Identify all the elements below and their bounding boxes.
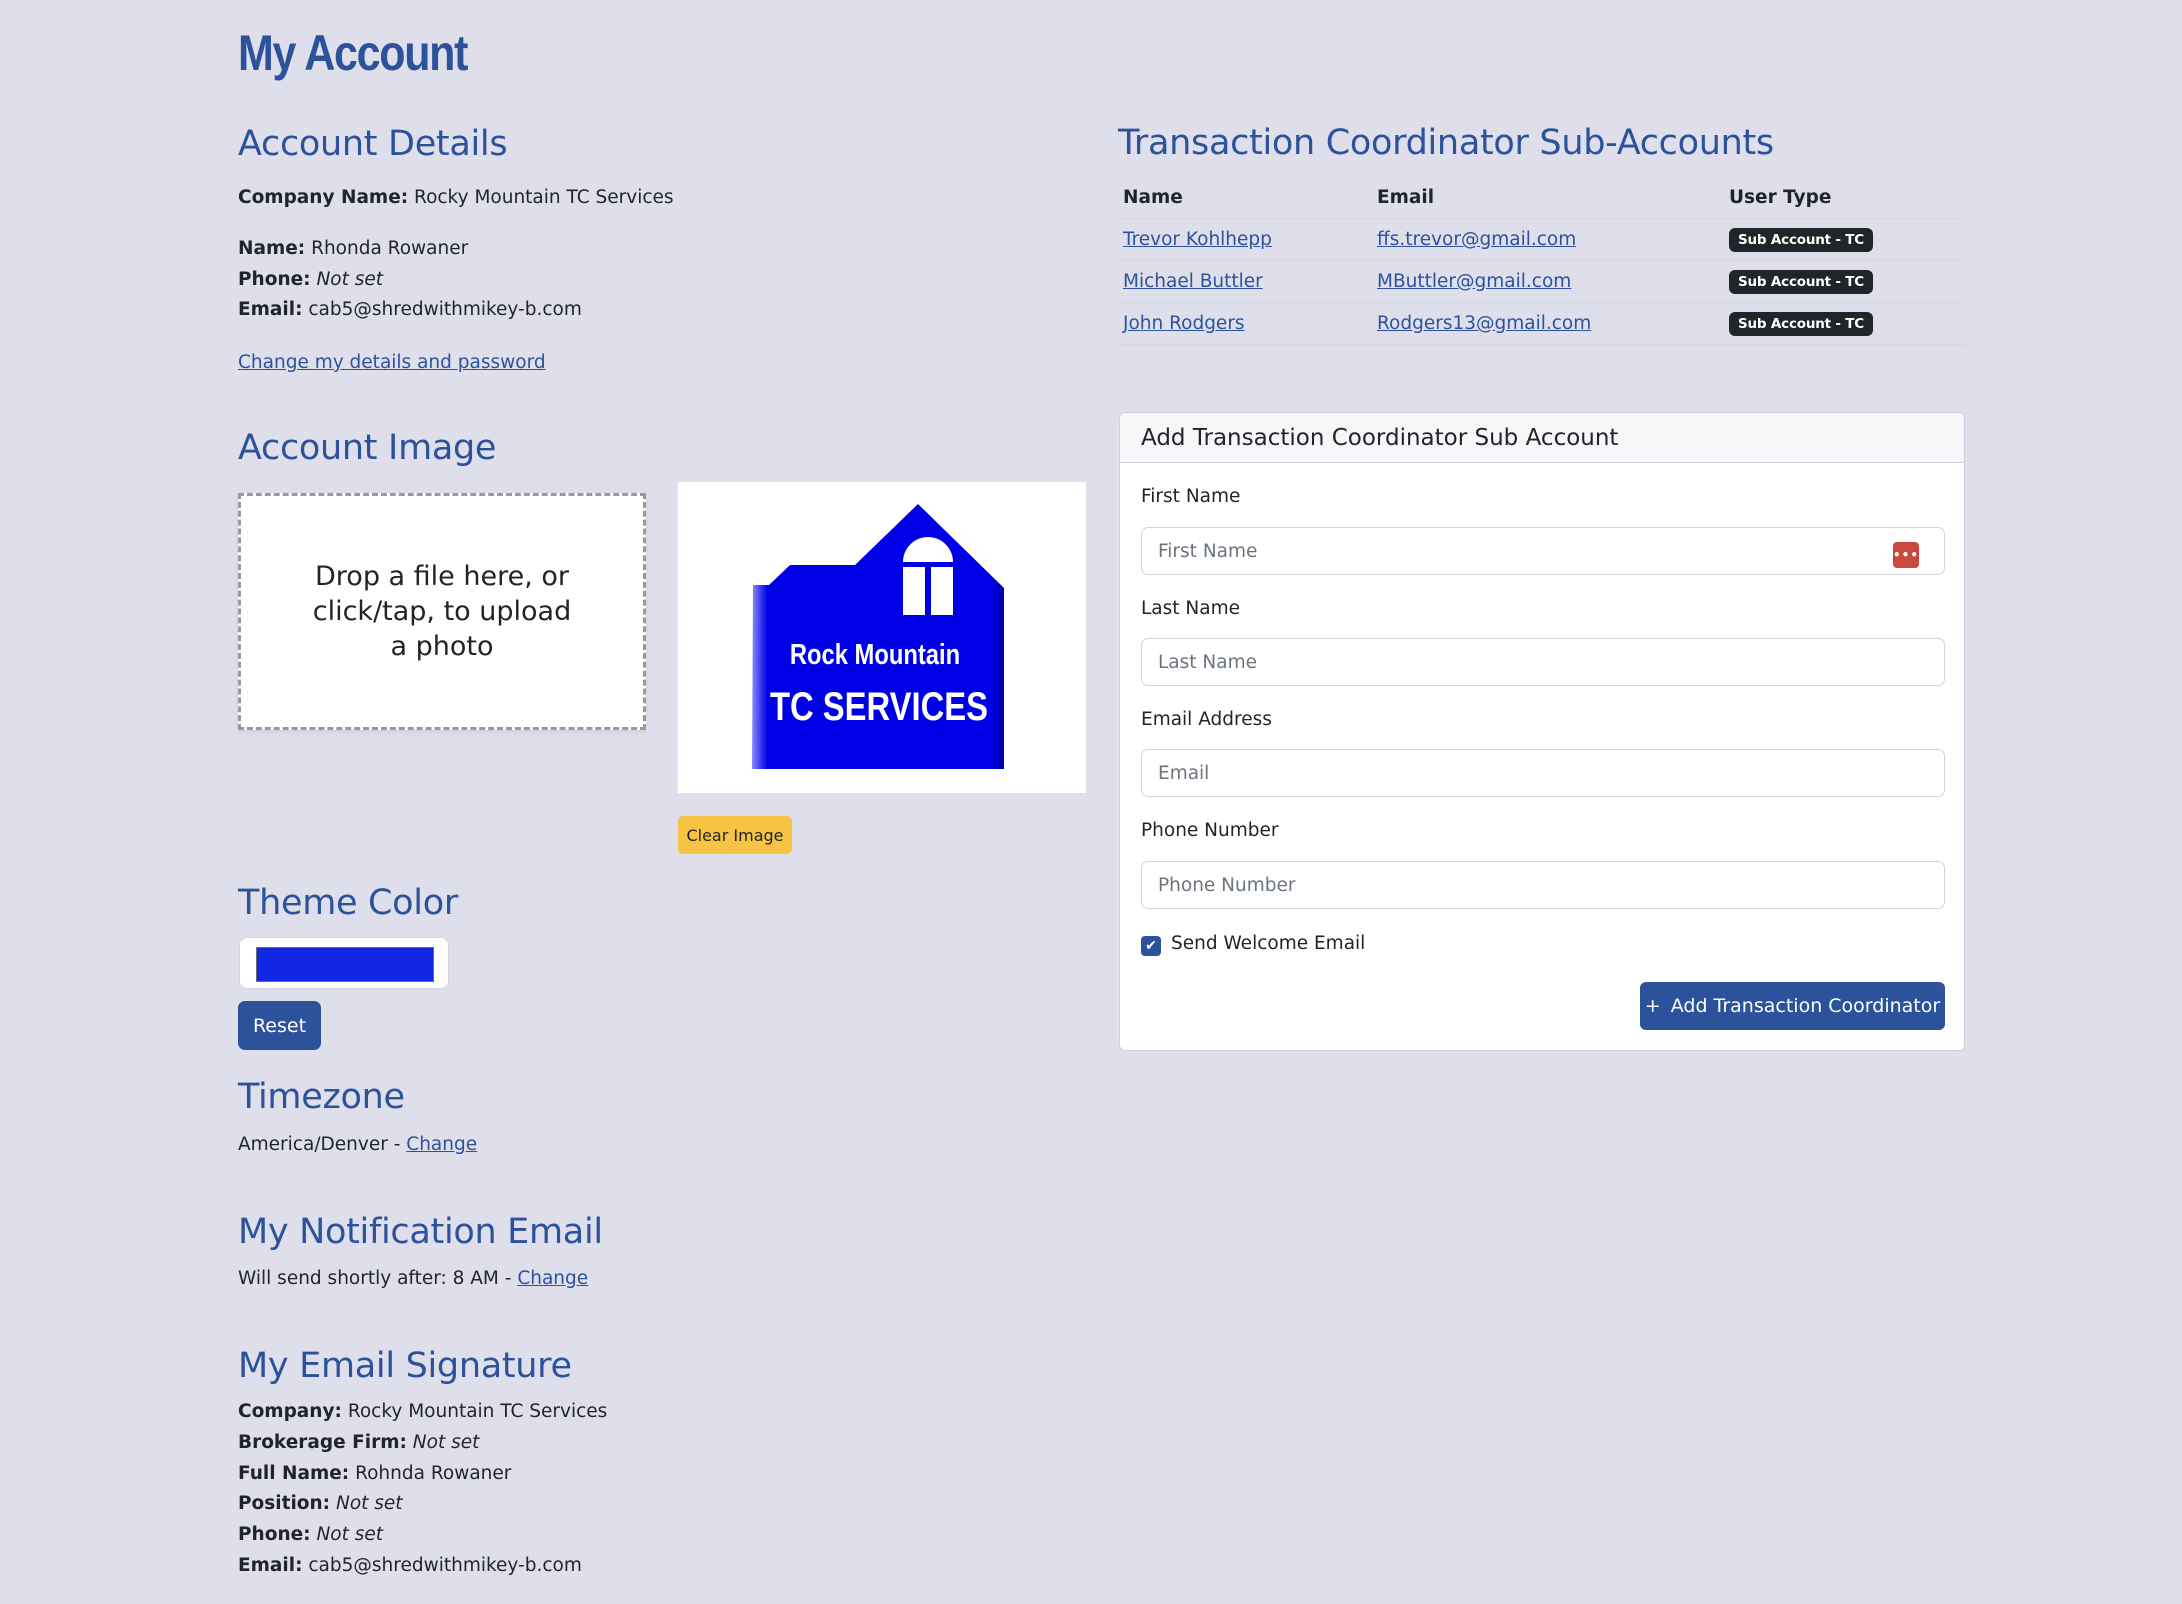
notification-time-value: Will send shortly after: 8 AM - [238,1268,518,1289]
change-timezone-link[interactable]: Change [406,1134,478,1155]
add-transaction-coordinator-button[interactable] [1640,982,1945,1030]
sub-accounts-table [1118,176,1967,345]
email-signature-heading: My Email Signature [238,1346,572,1386]
send-welcome-email-label[interactable]: Send Welcome Email [1171,933,1366,954]
table-row [1118,303,1967,345]
signature-label: Brokerage Firm: [238,1432,407,1453]
signature-value: Not set [412,1432,480,1453]
dropzone-text: Drop a file here, or click/tap, to upload a photo [312,561,572,662]
email-address-label: Email Address [1141,709,1272,730]
column-header-email: Email [1377,186,1435,208]
company-name-value: Rocky Mountain TC Services [414,187,674,208]
plus-icon: + [1644,995,1661,1017]
signature-brokerage-row [238,1430,479,1456]
signature-phone-row [238,1522,383,1548]
signature-label: Company: [238,1401,342,1422]
signature-label: Position: [238,1493,331,1514]
house-logo-icon [678,482,1086,793]
user-type-badge: Sub Account - TC [1729,228,1873,252]
account-logo-image [678,482,1086,793]
signature-value: Rocky Mountain TC Services [347,1401,608,1422]
image-dropzone[interactable] [238,493,646,730]
signature-value: cab5@shredwithmikey-b.com [308,1555,582,1576]
add-button-label: Add Transaction Coordinator [1670,995,1941,1017]
user-type-badge: Sub Account - TC [1729,270,1873,294]
table-row [1118,219,1967,261]
signature-label: Full Name: [238,1463,350,1484]
send-welcome-email-checkbox[interactable] [1141,936,1161,956]
signature-value: Not set [316,1524,384,1545]
theme-color-swatch [256,947,434,982]
email-value: cab5@shredwithmikey-b.com [308,299,582,320]
column-header-user-type: User Type [1729,186,1832,208]
name-label: Name: [238,238,306,259]
timezone-row [238,1132,477,1158]
checkmark-icon: ✔ [1145,938,1157,954]
signature-label: Phone: [238,1524,311,1545]
change-notification-link[interactable]: Change [517,1268,589,1289]
clear-image-button[interactable]: Clear Image [678,816,792,854]
notification-email-row [238,1266,588,1292]
card-header [1120,413,1964,463]
account-details-heading: Account Details [238,124,508,164]
phone-number-label: Phone Number [1141,820,1279,841]
svg-text:Rock Mountain: Rock Mountain [789,637,961,671]
notification-email-heading: My Notification Email [238,1212,603,1252]
card-title: Add Transaction Coordinator Sub Account [1141,424,1619,451]
timezone-value: America/Denver - [238,1134,407,1155]
email-row [238,297,582,323]
phone-value: Not set [316,269,384,290]
name-value: Rhonda Rowaner [311,238,469,259]
first-name-input[interactable] [1141,527,1945,575]
password-manager-icon[interactable]: ••• [1893,542,1919,568]
signature-label: Email: [238,1555,303,1576]
email-input[interactable] [1141,749,1945,797]
signature-position-row [238,1491,403,1517]
sub-account-name-link[interactable]: Trevor Kohlhepp [1123,229,1272,250]
user-type-badge: Sub Account - TC [1729,312,1873,336]
sub-account-email-link[interactable]: MButtler@gmail.com [1377,271,1572,292]
signature-company-row [238,1399,607,1425]
theme-color-heading: Theme Color [238,883,458,923]
timezone-heading: Timezone [238,1077,405,1117]
sub-account-name-link[interactable]: John Rodgers [1123,313,1245,334]
theme-color-picker[interactable] [239,937,449,989]
svg-text:TC SERVICES: TC SERVICES [769,683,989,729]
phone-row [238,267,383,293]
reset-theme-button[interactable]: Reset [238,1001,321,1050]
phone-number-input[interactable] [1141,861,1945,909]
signature-value: Not set [335,1493,403,1514]
page-title: My Account [238,25,468,81]
add-sub-account-card [1119,412,1965,1051]
last-name-input[interactable] [1141,638,1945,686]
phone-label: Phone: [238,269,311,290]
sub-account-name-link[interactable]: Michael Buttler [1123,271,1263,292]
sub-account-email-link[interactable]: ffs.trevor@gmail.com [1377,229,1577,250]
company-name-label: Company Name: [238,187,409,208]
table-row [1118,261,1967,303]
signature-fullname-row [238,1461,511,1487]
table-header-row [1118,176,1967,219]
signature-value: Rohnda Rowaner [355,1463,512,1484]
company-name-row [238,185,674,211]
sub-accounts-heading: Transaction Coordinator Sub-Accounts [1118,123,1774,163]
account-image-heading: Account Image [238,428,497,468]
email-label: Email: [238,299,303,320]
signature-email-row [238,1553,582,1579]
sub-account-email-link[interactable]: Rodgers13@gmail.com [1377,313,1592,334]
change-details-link[interactable]: Change my details and password [238,352,546,373]
name-row [238,236,468,262]
first-name-label: First Name [1141,486,1241,507]
column-header-name: Name [1123,186,1183,208]
last-name-label: Last Name [1141,598,1240,619]
